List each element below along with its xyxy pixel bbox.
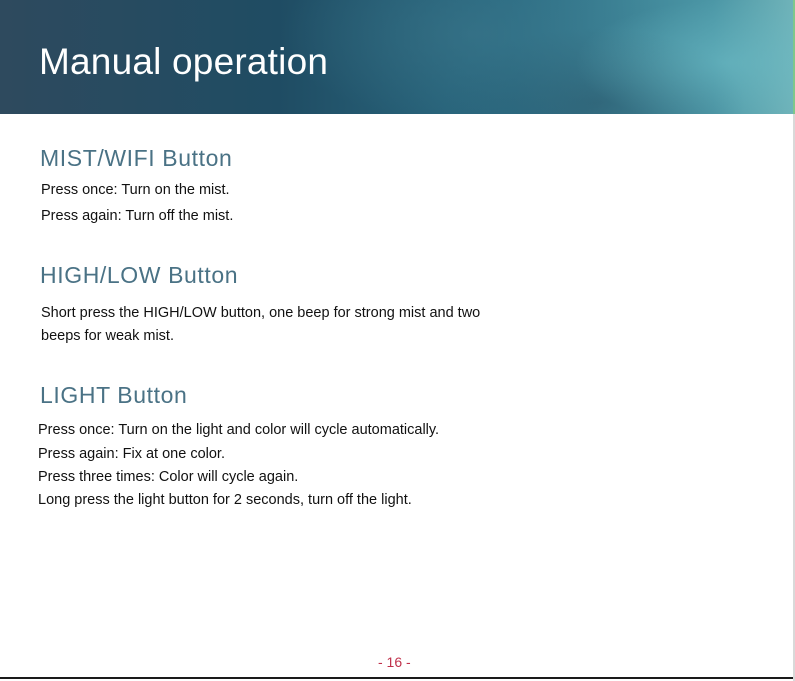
- mist-line-1: Press once: Turn on the mist.: [41, 182, 230, 198]
- highlow-line-2: beeps for weak mist.: [41, 328, 174, 344]
- section-heading-mist-wifi: MIST/WIFI Button: [40, 145, 233, 171]
- highlow-line-1: Short press the HIGH/LOW button, one beep for strong mist and two: [41, 305, 481, 321]
- bottom-rule: [0, 677, 793, 679]
- page-number: - 16 -: [378, 654, 411, 670]
- mist-line-2: Press again: Turn off the mist.: [41, 208, 234, 224]
- light-line-2: Press again: Fix at one color.: [38, 446, 225, 462]
- page-title: Manual operation: [39, 41, 329, 82]
- header-banner: [0, 0, 793, 114]
- section-heading-light: LIGHT Button: [40, 382, 188, 408]
- light-line-1: Press once: Turn on the light and color will cycle automatically.: [38, 422, 440, 438]
- section-heading-high-low: HIGH/LOW Button: [40, 262, 239, 288]
- light-line-4: Long press the light button for 2 seconds, turn off the light.: [38, 492, 412, 508]
- light-line-3: Press three times: Color will cycle again.: [38, 469, 299, 485]
